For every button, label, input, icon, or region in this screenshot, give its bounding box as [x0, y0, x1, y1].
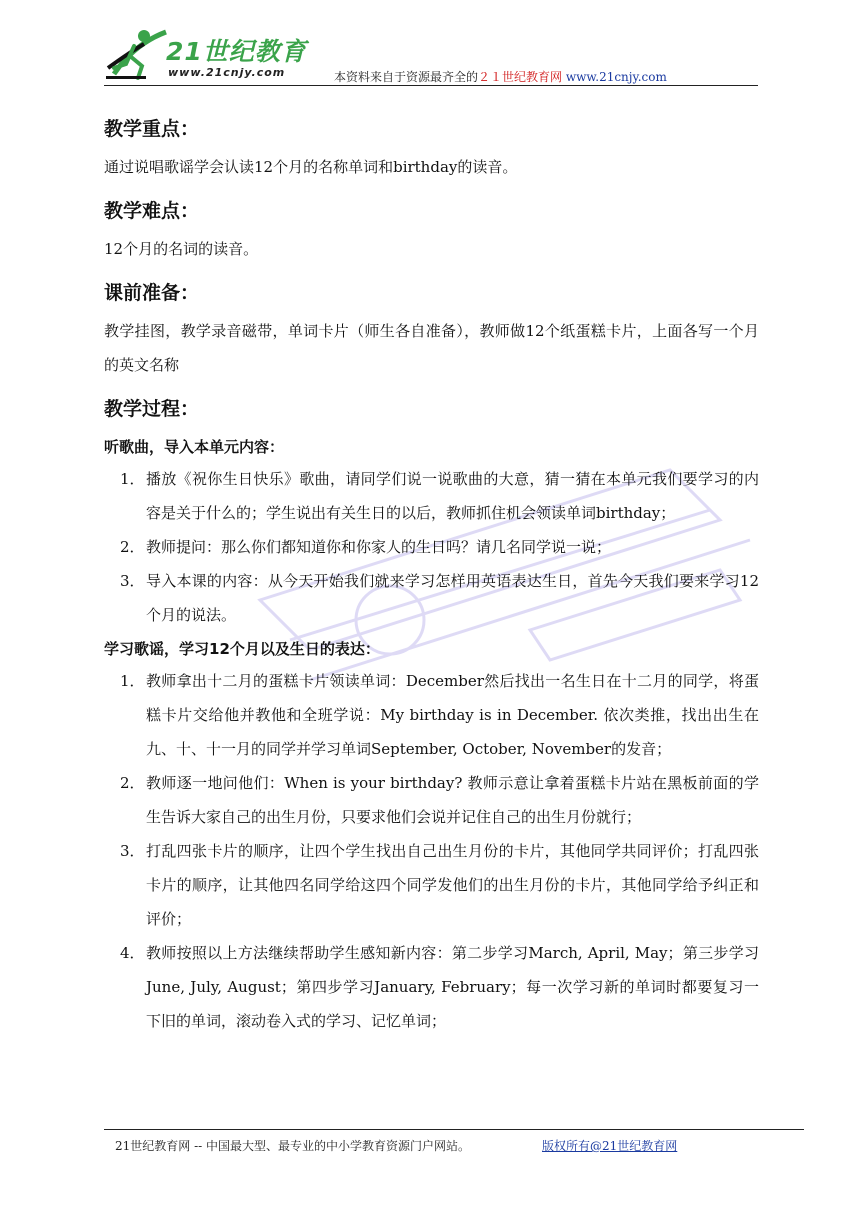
header-divider [104, 85, 758, 86]
header-note-url[interactable]: www.21cnjy.com [565, 70, 667, 84]
subsection-heading: 学习歌谣，学习12个月以及生日的表达： [104, 640, 380, 658]
step-list [104, 664, 759, 1038]
logo-title: 21世纪教育 [166, 37, 307, 66]
section-heading: 教学过程： [104, 398, 200, 420]
list-item-number: 2． [120, 774, 145, 792]
list-item-number: 1． [120, 470, 145, 488]
header-note [334, 68, 667, 85]
list-item-number: 1． [120, 672, 145, 690]
section-heading: 教学重点： [104, 118, 200, 140]
list-item [104, 834, 759, 936]
section-difficulty [104, 196, 759, 266]
main-content [104, 100, 759, 1038]
footer-copyright-link[interactable]: 版权所有@21世纪教育网 [542, 1139, 678, 1153]
logo-url: www.21cnjy.com [168, 66, 286, 79]
step-list [104, 462, 759, 632]
section-heading: 课前准备： [104, 282, 200, 304]
list-item-number: 2． [120, 538, 145, 556]
list-item-text: 教师逐一地问他们：When is your birthday? 教师示意让拿着蛋糕卡片站在黑板前面的学生告诉大家自己的出生月份，只要求他们会说并记住自己的出生月份就行； [146, 774, 759, 826]
section-preparation [104, 278, 759, 382]
list-item-text: 教师按照以上方法继续帮助学生感知新内容：第二步学习March, April, May；第三步学习June, July, August；第四步学习January, February；每一次学习新的单词时都要复习一下旧的单词，滚动卷入式的学习、记忆单词； [146, 944, 759, 1030]
subsection-heading: 听歌曲，导入本单元内容： [104, 438, 285, 456]
header-note-prefix: 本资料来自于资源最齐全的 [334, 70, 479, 84]
page-header [104, 24, 758, 86]
list-item-text: 播放《祝你生日快乐》歌曲，请同学们说一说歌曲的大意，猜一猜在本单元我们要学习的内容是关于什么的；学生说出有关生日的以后，教师抓住机会领读单词birthday； [146, 470, 759, 522]
list-item [104, 766, 759, 834]
process-part-2 [104, 634, 759, 1038]
section-text: 通过说唱歌谣学会认读12个月的名称单词和birthday的读音。 [104, 158, 518, 176]
list-item-text: 打乱四张卡片的顺序，让四个学生找出自己出生月份的卡片，其他同学共同评价；打乱四张卡片的顺序，让其他四名同学给这四个同学发他们的出生月份的卡片，其他同学给予纠正和评价； [146, 842, 759, 928]
list-item-number: 4． [120, 944, 145, 962]
site-logo[interactable] [104, 24, 334, 86]
list-item-text: 教师提问：那么你们都知道你和你家人的生日吗？请几名同学说一说； [146, 538, 612, 556]
page-footer [115, 1137, 678, 1154]
list-item [104, 530, 759, 564]
section-focus [104, 114, 759, 184]
header-note-highlight: ２１世纪教育网 [478, 70, 563, 84]
section-text: 教学挂图，教学录音磁带，单词卡片（师生各自准备），教师做12个纸蛋糕卡片，上面各写一个月的英文名称 [104, 322, 759, 374]
footer-divider [104, 1129, 804, 1130]
list-item-number: 3． [120, 842, 145, 860]
list-item [104, 936, 759, 1038]
list-item [104, 462, 759, 530]
list-item [104, 564, 759, 632]
process-part-1 [104, 432, 759, 632]
list-item-number: 3． [120, 572, 145, 590]
list-item-text: 教师拿出十二月的蛋糕卡片领读单词：December然后找出一名生日在十二月的同学，将蛋糕卡片交给他并教他和全班学说：My birthday is in December. 依次类推，找出出生在九、十、十一月的同学并学习单词September, October, November的发音； [146, 672, 759, 758]
footer-text: 21世纪教育网 -- 中国最大型、最专业的中小学教育资源门户网站。 [115, 1139, 471, 1153]
section-process [104, 394, 759, 424]
list-item-text: 导入本课的内容：从今天开始我们就来学习怎样用英语表达生日，首先今天我们要来学习12个月的说法。 [146, 572, 759, 624]
section-text: 12个月的名词的读音。 [104, 240, 259, 258]
runner-logo-icon [104, 24, 174, 84]
list-item [104, 664, 759, 766]
section-heading: 教学难点： [104, 200, 200, 222]
